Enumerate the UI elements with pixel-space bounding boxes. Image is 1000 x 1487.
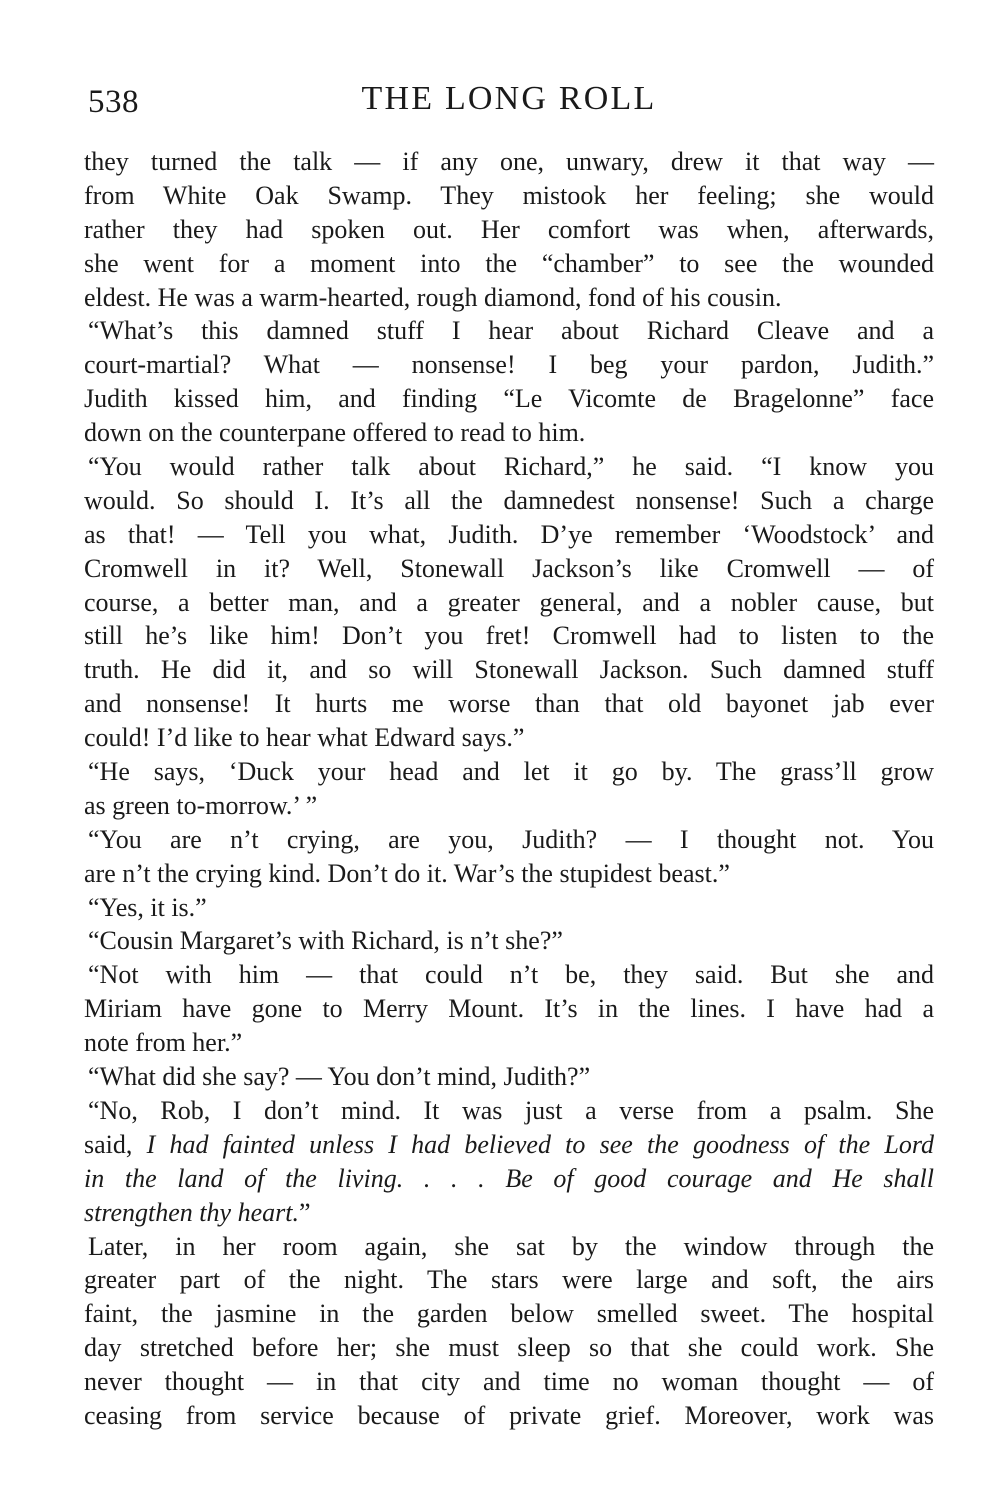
- running-head: [84, 74, 934, 126]
- text-line: court-martial? What — nonsense! I beg your pardon, Judith.”: [84, 350, 934, 380]
- text-line: in the land of the living. . . . Be of good courage and He shall: [84, 1163, 934, 1193]
- text-line: down on the counterpane offered to read to him.: [84, 418, 586, 448]
- text-line: would. So should I. It’s all the damnedest nonsense! Such a charge: [84, 485, 934, 515]
- text-line: “You are n’t crying, are you, Judith? — I thought not. You: [88, 824, 934, 854]
- text-line: could! I’d like to hear what Edward says.”: [84, 723, 525, 753]
- text-line: as green to-morrow.’ ”: [84, 790, 318, 820]
- text-line: are n’t the crying kind. Don’t do it. War’s the stupidest beast.”: [84, 858, 730, 888]
- text-line: strengthen thy heart.”: [84, 1197, 311, 1227]
- text-line: faint, the jasmine in the garden below smelled sweet. The hospital: [84, 1299, 934, 1329]
- text-line: “No, Rob, I don’t mind. It was just a verse from a psalm. She: [88, 1095, 934, 1125]
- text-line: still he’s like him! Don’t you fret! Cromwell had to listen to the: [84, 621, 934, 651]
- text-line: “You would rather talk about Richard,” he said. “I know you: [88, 452, 934, 482]
- text-line: “He says, ‘Duck your head and let it go by. The grass’ll grow: [88, 757, 934, 787]
- text-line: “Cousin Margaret’s with Richard, is n’t she?”: [88, 926, 563, 956]
- text-line: as that! — Tell you what, Judith. D’ye remember ‘Woodstock’ and: [84, 519, 934, 549]
- text-line: they turned the talk — if any one, unwary, drew it that way —: [84, 147, 934, 176]
- book-page: [84, 74, 934, 1433]
- running-title: THE LONG ROLL: [361, 80, 657, 117]
- text-line: rather they had spoken out. Her comfort was when, afterwards,: [84, 214, 934, 244]
- page-number: 538: [88, 84, 139, 120]
- text-line: eldest. He was a warm-hearted, rough diamond, fond of his cousin.: [84, 282, 782, 312]
- text-line: from White Oak Swamp. They mistook her feeling; she would: [84, 180, 934, 210]
- text-line: Miriam have gone to Merry Mount. It’s in the lines. I have had a: [84, 994, 934, 1024]
- text-line: “Not with him — that could n’t be, they said. But she and: [88, 960, 934, 990]
- text-line: note from her.”: [84, 1028, 243, 1058]
- text-line: truth. He did it, and so will Stonewall Jackson. Such damned stuff: [84, 655, 934, 685]
- text-line: course, a better man, and a greater general, and a nobler cause, but: [84, 587, 934, 617]
- text-line: she went for a moment into the “chamber” to see the wounded: [84, 248, 934, 278]
- text-line: said, I had fainted unless I had believed to see the goodness of the Lord: [84, 1129, 934, 1159]
- text-line: and nonsense! It hurts me worse than that old bayonet jab ever: [84, 689, 934, 719]
- body-text: [84, 145, 934, 1433]
- text-line: Later, in her room again, she sat by the window through the: [88, 1231, 934, 1261]
- text-line: greater part of the night. The stars were large and soft, the airs: [84, 1265, 934, 1295]
- text-line: “Yes, it is.”: [88, 892, 207, 922]
- text-line: never thought — in that city and time no woman thought — of: [84, 1367, 934, 1397]
- text-line: “What’s this damned stuff I hear about Richard Cleave and a: [88, 316, 934, 346]
- text-line: Cromwell in it? Well, Stonewall Jackson’s like Cromwell — of: [84, 553, 934, 583]
- text-line: ceasing from service because of private grief. Moreover, work was: [84, 1400, 934, 1430]
- text-line: Judith kissed him, and finding “Le Vicomte de Bragelonne” face: [84, 384, 934, 414]
- text-line: day stretched before her; she must sleep so that she could work. She: [84, 1333, 934, 1363]
- text-line: “What did she say? — You don’t mind, Judith?”: [88, 1062, 591, 1092]
